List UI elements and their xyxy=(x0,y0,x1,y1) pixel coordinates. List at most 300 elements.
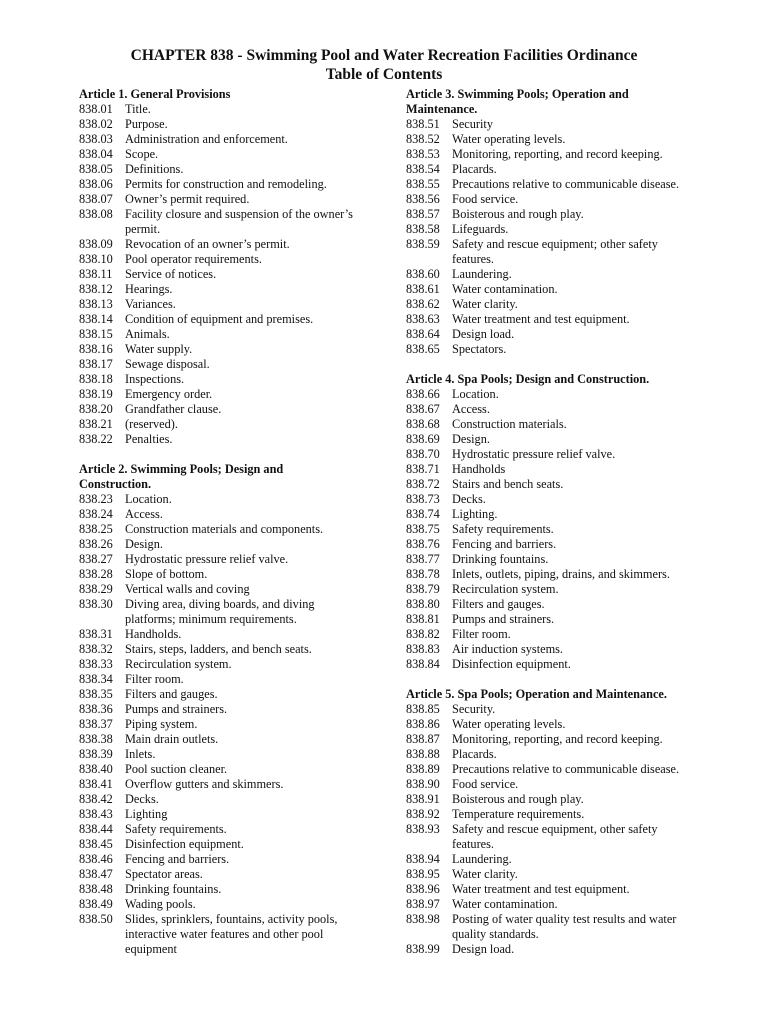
section-number: 838.94 xyxy=(406,852,440,866)
toc-entry-line xyxy=(406,552,706,567)
section-title: Fencing and barriers. xyxy=(452,537,557,551)
section-number: 838.20 xyxy=(79,402,113,416)
section-title: Water treatment and test equipment. xyxy=(452,312,630,326)
toc-entry xyxy=(79,192,379,207)
section-number: 838.21 xyxy=(79,417,113,431)
section-title: Filters and gauges. xyxy=(125,687,218,701)
section-title: Vertical walls and coving xyxy=(125,582,250,596)
section-title: Inlets. xyxy=(125,747,156,761)
toc-entry-line xyxy=(406,567,706,582)
section-number: 838.35 xyxy=(79,687,113,701)
toc-entry xyxy=(406,537,706,552)
section-title-continuation: permit. xyxy=(125,222,161,236)
section-number: 838.51 xyxy=(406,117,440,131)
toc-entry-line xyxy=(406,867,706,882)
toc-entry xyxy=(79,537,379,552)
article-heading: Construction. xyxy=(79,477,152,491)
toc-entry xyxy=(406,387,706,402)
toc-entry xyxy=(79,717,379,732)
section-title: Lifeguards. xyxy=(452,222,509,236)
toc-entry xyxy=(79,417,379,432)
toc-entry-line xyxy=(79,672,379,687)
toc-entry xyxy=(406,852,706,867)
section-number: 838.47 xyxy=(79,867,113,881)
section-title: Main drain outlets. xyxy=(125,732,219,746)
toc-entry xyxy=(406,297,706,312)
toc-entry xyxy=(406,747,706,762)
toc-entry xyxy=(79,762,379,777)
section-title: Spectator areas. xyxy=(125,867,203,881)
toc-entry xyxy=(406,312,706,327)
section-title: Recirculation system. xyxy=(452,582,559,596)
section-title: Safety and rescue equipment, other safety xyxy=(452,822,658,836)
section-title: Inspections. xyxy=(125,372,185,386)
section-title: Design load. xyxy=(452,327,515,341)
section-title-continuation: features. xyxy=(452,837,494,851)
section-number: 838.04 xyxy=(79,147,113,161)
section-number: 838.79 xyxy=(406,582,440,596)
toc-entry xyxy=(406,447,706,462)
toc-entry xyxy=(79,312,379,327)
section-number: 838.84 xyxy=(406,657,440,671)
section-title: Decks. xyxy=(125,792,159,806)
section-number: 838.52 xyxy=(406,132,440,146)
section-title: Diving area, diving boards, and diving xyxy=(125,597,315,611)
toc-entry-line xyxy=(79,492,379,507)
toc-entry-line xyxy=(79,282,379,297)
toc-entry-line xyxy=(406,747,706,762)
section-number: 838.56 xyxy=(406,192,440,206)
section-number: 838.10 xyxy=(79,252,113,266)
toc-entry xyxy=(79,132,379,147)
section-number: 838.88 xyxy=(406,747,440,761)
toc-entry xyxy=(79,852,379,867)
toc-entry-line xyxy=(79,807,379,822)
toc-entry xyxy=(79,732,379,747)
section-number: 838.27 xyxy=(79,552,113,566)
section-number: 838.49 xyxy=(79,897,113,911)
section-number: 838.08 xyxy=(79,207,113,221)
toc-entry xyxy=(79,897,379,912)
section-title: Safety requirements. xyxy=(125,822,227,836)
toc-entry xyxy=(79,432,379,447)
section-title: Access. xyxy=(125,507,163,521)
section-title: Placards. xyxy=(452,162,497,176)
section-title: Water clarity. xyxy=(452,297,518,311)
section-title: Penalties. xyxy=(125,432,173,446)
section-title: Revocation of an owner’s permit. xyxy=(125,237,290,251)
toc-entry-line xyxy=(406,447,706,462)
section-title-continuation: interactive water features and other pool xyxy=(125,927,324,941)
section-title: Slides, sprinklers, fountains, activity pools, xyxy=(125,912,338,926)
toc-entry-line xyxy=(406,477,706,492)
section-number: 838.11 xyxy=(79,267,113,281)
toc-entry-line xyxy=(79,747,379,762)
toc-entry xyxy=(79,657,379,672)
toc-entry-line xyxy=(406,267,706,282)
toc-entry-line xyxy=(79,342,379,357)
toc-entry-line xyxy=(79,402,379,417)
toc-entry-line xyxy=(406,282,706,297)
section-number: 838.50 xyxy=(79,912,113,926)
section-title: Condition of equipment and premises. xyxy=(125,312,314,326)
section-number: 838.86 xyxy=(406,717,440,731)
section-number: 838.05 xyxy=(79,162,113,176)
toc-entry xyxy=(406,327,706,342)
toc-entry-line xyxy=(79,312,379,327)
section-gap xyxy=(406,357,706,372)
toc-entry xyxy=(79,402,379,417)
toc-entry-line xyxy=(79,177,379,192)
section-title: Purpose. xyxy=(125,117,168,131)
section-title: Hearings. xyxy=(125,282,173,296)
toc-entry-line xyxy=(79,252,379,267)
toc-entry xyxy=(79,147,379,162)
section-title: Water contamination. xyxy=(452,897,558,911)
section-number: 838.14 xyxy=(79,312,113,326)
toc-entry xyxy=(406,507,706,522)
section-number: 838.96 xyxy=(406,882,440,896)
toc-entry-line xyxy=(406,492,706,507)
section-title: Title. xyxy=(125,102,151,116)
section-title: (reserved). xyxy=(125,417,178,431)
section-title: Fencing and barriers. xyxy=(125,852,230,866)
toc-entry xyxy=(406,342,706,357)
toc-entry xyxy=(79,177,379,192)
toc-entry-line xyxy=(79,132,379,147)
toc-entry-line xyxy=(79,297,379,312)
section-title: Stairs and bench seats. xyxy=(452,477,564,491)
section-number: 838.97 xyxy=(406,897,440,911)
toc-entry xyxy=(79,567,379,582)
toc-entry xyxy=(406,237,706,267)
toc-entry xyxy=(406,162,706,177)
section-title: Water clarity. xyxy=(452,867,518,881)
section-title: Disinfection equipment. xyxy=(452,657,571,671)
section-title: Food service. xyxy=(452,777,519,791)
toc-entry-line xyxy=(406,777,706,792)
toc-entry-line xyxy=(79,522,379,537)
toc-entry xyxy=(406,702,706,717)
section-title: Decks. xyxy=(452,492,486,506)
section-title: Lighting. xyxy=(452,507,498,521)
section-number: 838.93 xyxy=(406,822,440,836)
section-title: Laundering. xyxy=(452,852,512,866)
toc-entry-line xyxy=(79,882,379,897)
section-title: Air induction systems. xyxy=(452,642,564,656)
section-title: Scope. xyxy=(125,147,159,161)
toc-entry xyxy=(406,882,706,897)
toc-entry-line xyxy=(406,402,706,417)
section-title: Service of notices. xyxy=(125,267,217,281)
toc-entry-line xyxy=(406,192,706,207)
toc-entry xyxy=(79,267,379,282)
section-title: Facility closure and suspension of the owner’s xyxy=(125,207,353,221)
toc-entry xyxy=(406,597,706,612)
section-title: Variances. xyxy=(125,297,176,311)
section-title: Monitoring, reporting, and record keeping. xyxy=(452,147,663,161)
toc-entry xyxy=(79,357,379,372)
toc-entry-line xyxy=(406,612,706,627)
section-number: 838.57 xyxy=(406,207,440,221)
toc-entry xyxy=(79,372,379,387)
section-number: 838.54 xyxy=(406,162,440,176)
toc-entry-line xyxy=(79,687,379,702)
toc-entry-line xyxy=(406,207,706,222)
toc-entry xyxy=(406,117,706,132)
section-title: Placards. xyxy=(452,747,497,761)
section-number: 838.76 xyxy=(406,537,440,551)
section-title: Location. xyxy=(125,492,172,506)
section-title: Design. xyxy=(452,432,490,446)
toc-entry xyxy=(79,327,379,342)
section-number: 838.01 xyxy=(79,102,113,116)
section-number: 838.07 xyxy=(79,192,113,206)
toc-entry xyxy=(406,567,706,582)
toc-entry-line xyxy=(406,897,706,912)
toc-entry xyxy=(79,912,379,957)
toc-entry xyxy=(79,162,379,177)
toc-entry-line xyxy=(406,942,706,957)
toc-entry-line xyxy=(406,237,706,252)
toc-entry xyxy=(406,897,706,912)
article-section xyxy=(79,87,379,447)
section-number: 838.03 xyxy=(79,132,113,146)
section-number: 838.64 xyxy=(406,327,440,341)
section-number: 838.74 xyxy=(406,507,440,521)
section-title: Security xyxy=(452,117,493,131)
toc-entry-line xyxy=(79,432,379,447)
article-section xyxy=(79,462,379,957)
toc-entry-line xyxy=(79,537,379,552)
section-number: 838.92 xyxy=(406,807,440,821)
section-number: 838.36 xyxy=(79,702,113,716)
toc-entry-line xyxy=(406,117,706,132)
toc-entry-line xyxy=(79,597,379,612)
section-title: Slope of bottom. xyxy=(125,567,208,581)
toc-entry xyxy=(406,867,706,882)
toc-entry-line xyxy=(406,597,706,612)
toc-entry xyxy=(406,417,706,432)
section-number: 838.78 xyxy=(406,567,440,581)
section-number: 838.29 xyxy=(79,582,113,596)
toc-entry-line xyxy=(79,702,379,717)
toc-entry-line xyxy=(79,117,379,132)
section-number: 838.59 xyxy=(406,237,440,251)
toc-title: Table of Contents xyxy=(325,66,443,83)
article-heading: Article 5. Spa Pools; Operation and Maintenance. xyxy=(406,687,667,701)
section-number: 838.75 xyxy=(406,522,440,536)
toc-entry-line xyxy=(79,627,379,642)
section-title: Disinfection equipment. xyxy=(125,837,244,851)
section-number: 838.19 xyxy=(79,387,113,401)
section-number: 838.17 xyxy=(79,357,113,371)
section-title-continuation: features. xyxy=(452,252,494,266)
toc-entry-line xyxy=(79,717,379,732)
section-number: 838.33 xyxy=(79,657,113,671)
toc-entry xyxy=(406,522,706,537)
toc-entry-line xyxy=(79,102,379,117)
section-number: 838.95 xyxy=(406,867,440,881)
toc-entry-line xyxy=(79,192,379,207)
section-title: Pumps and strainers. xyxy=(452,612,555,626)
toc-entry-line xyxy=(79,327,379,342)
toc-entry-line xyxy=(79,552,379,567)
section-title: Definitions. xyxy=(125,162,184,176)
toc-entry xyxy=(79,582,379,597)
section-title: Pool operator requirements. xyxy=(125,252,262,266)
section-number: 838.43 xyxy=(79,807,113,821)
section-gap xyxy=(79,447,379,462)
section-title: Grandfather clause. xyxy=(125,402,222,416)
section-number: 838.82 xyxy=(406,627,440,641)
toc-entry-line xyxy=(406,702,706,717)
section-title: Boisterous and rough play. xyxy=(452,207,584,221)
toc-entry-line xyxy=(406,792,706,807)
section-number: 838.25 xyxy=(79,522,113,536)
article-section xyxy=(406,372,706,672)
toc-entry-line xyxy=(79,732,379,747)
toc-entry-line xyxy=(406,177,706,192)
section-title: Animals. xyxy=(125,327,170,341)
toc-entry xyxy=(79,522,379,537)
section-number: 838.66 xyxy=(406,387,440,401)
section-number: 838.09 xyxy=(79,237,113,251)
toc-entry-line xyxy=(406,387,706,402)
toc-entry-line xyxy=(79,762,379,777)
toc-entry xyxy=(406,492,706,507)
toc-entry-line xyxy=(406,522,706,537)
toc-entry xyxy=(406,267,706,282)
section-title: Piping system. xyxy=(125,717,198,731)
section-number: 838.63 xyxy=(406,312,440,326)
section-title: Filter room. xyxy=(452,627,511,641)
toc-entry xyxy=(79,117,379,132)
toc-entry xyxy=(406,762,706,777)
section-title: Water contamination. xyxy=(452,282,558,296)
toc-entry-line xyxy=(406,762,706,777)
toc-entry xyxy=(406,177,706,192)
section-title: Sewage disposal. xyxy=(125,357,210,371)
section-title: Water operating levels. xyxy=(452,717,566,731)
section-number: 838.98 xyxy=(406,912,440,926)
toc-entry-line xyxy=(406,912,706,927)
section-number: 838.13 xyxy=(79,297,113,311)
toc-entry-line xyxy=(79,582,379,597)
toc-entry-line xyxy=(79,387,379,402)
toc-entry-line xyxy=(406,432,706,447)
article-heading: Maintenance. xyxy=(406,102,478,116)
section-title: Safety and rescue equipment; other safety xyxy=(452,237,658,251)
toc-entry-line xyxy=(406,537,706,552)
section-number: 838.73 xyxy=(406,492,440,506)
section-title: Food service. xyxy=(452,192,519,206)
toc-entry-line xyxy=(406,342,706,357)
toc-entry-line xyxy=(79,207,379,222)
toc-entry xyxy=(79,867,379,882)
toc-entry xyxy=(406,627,706,642)
toc-entry-line xyxy=(79,897,379,912)
section-number: 838.91 xyxy=(406,792,440,806)
section-number: 838.38 xyxy=(79,732,113,746)
toc-entry xyxy=(406,132,706,147)
section-number: 838.71 xyxy=(406,462,440,476)
toc-entry xyxy=(79,837,379,852)
toc-entry xyxy=(406,792,706,807)
section-title: Security. xyxy=(452,702,496,716)
toc-entry-line xyxy=(79,822,379,837)
section-number: 838.12 xyxy=(79,282,113,296)
section-title: Construction materials and components. xyxy=(125,522,324,536)
section-number: 838.99 xyxy=(406,942,440,956)
toc-entry-line xyxy=(79,507,379,522)
section-number: 838.58 xyxy=(406,222,440,236)
toc-entry xyxy=(406,432,706,447)
toc-entry-line xyxy=(79,642,379,657)
section-title: Safety requirements. xyxy=(452,522,554,536)
section-title: Owner’s permit required. xyxy=(125,192,250,206)
toc-entry xyxy=(79,102,379,117)
section-title: Lighting xyxy=(125,807,168,821)
toc-entry xyxy=(79,492,379,507)
section-title: Spectators. xyxy=(452,342,507,356)
article-heading: Article 1. General Provisions xyxy=(79,87,231,101)
article-heading: Article 2. Swimming Pools; Design and xyxy=(79,462,284,476)
section-title: Filter room. xyxy=(125,672,184,686)
toc-entry xyxy=(406,717,706,732)
section-number: 838.15 xyxy=(79,327,113,341)
toc-entry xyxy=(406,222,706,237)
toc-entry xyxy=(406,207,706,222)
section-title: Drinking fountains. xyxy=(125,882,222,896)
section-number: 838.18 xyxy=(79,372,113,386)
section-number: 838.48 xyxy=(79,882,113,896)
section-number: 838.77 xyxy=(406,552,440,566)
section-number: 838.06 xyxy=(79,177,113,191)
section-title: Water supply. xyxy=(125,342,193,356)
toc-entry-line xyxy=(79,912,379,927)
toc-entry xyxy=(79,252,379,267)
section-title: Drinking fountains. xyxy=(452,552,549,566)
toc-entry-line xyxy=(406,882,706,897)
section-number: 838.90 xyxy=(406,777,440,791)
toc-entry-line xyxy=(79,147,379,162)
section-title: Emergency order. xyxy=(125,387,213,401)
toc-entry xyxy=(79,342,379,357)
toc-entry xyxy=(79,822,379,837)
section-number: 838.70 xyxy=(406,447,440,461)
section-number: 838.28 xyxy=(79,567,113,581)
section-title: Design load. xyxy=(452,942,515,956)
section-number: 838.62 xyxy=(406,297,440,311)
section-gap xyxy=(406,672,706,687)
section-title: Hydrostatic pressure relief valve. xyxy=(125,552,289,566)
section-number: 838.80 xyxy=(406,597,440,611)
toc-entry-line xyxy=(406,717,706,732)
toc-left-column xyxy=(79,87,379,957)
toc-entry xyxy=(79,792,379,807)
toc-entry xyxy=(79,507,379,522)
section-title-continuation: platforms; minimum requirements. xyxy=(125,612,297,626)
toc-entry-line xyxy=(79,657,379,672)
toc-entry xyxy=(79,207,379,237)
section-title: Water operating levels. xyxy=(452,132,566,146)
toc-entry-line xyxy=(79,372,379,387)
toc-entry-line xyxy=(406,147,706,162)
toc-entry xyxy=(79,627,379,642)
toc-entry xyxy=(79,387,379,402)
toc-entry xyxy=(406,612,706,627)
